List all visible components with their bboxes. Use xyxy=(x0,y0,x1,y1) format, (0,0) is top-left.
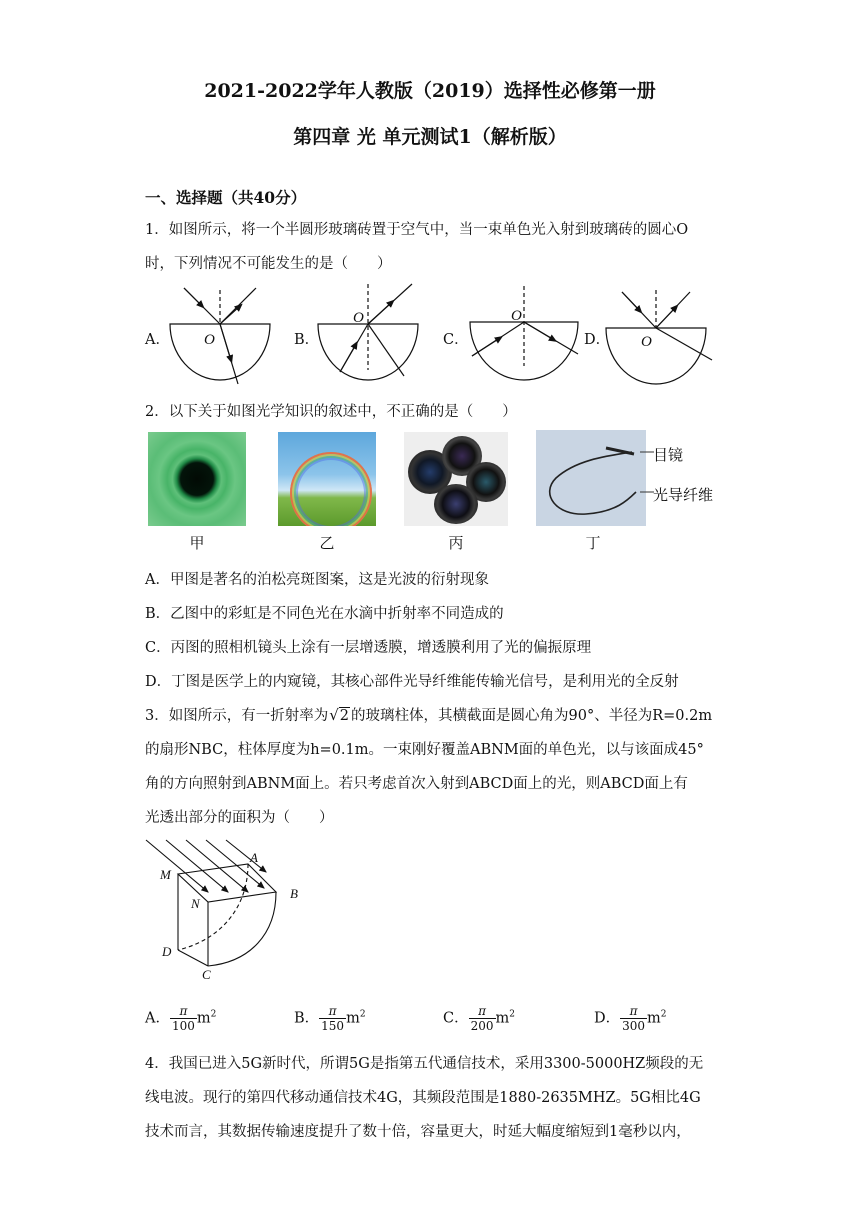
caption-ding: 丁 xyxy=(585,534,601,552)
sqrt-symbol: √2 xyxy=(329,706,350,724)
q3-stem-line3: 角的方向照射到ABNM面上。若只考虑首次入射到ABCD面上的光，则ABCD面上有 xyxy=(145,776,688,792)
caption-jia: 甲 xyxy=(189,534,205,552)
optical-fiber-label: 光导纤维 xyxy=(653,486,714,504)
q1-d-point-o: O xyxy=(641,334,652,350)
rainbow-arc xyxy=(286,448,376,526)
q4-stem-line2: 线电波。现行的第四代移动通信技术4G，其频段范围是1880-2635MHZ。5G相比4G xyxy=(145,1090,701,1106)
q3-option-a: A． $\frac{\pi}{100}$ $m^2$ xyxy=(145,1004,217,1033)
q4-stem-line3: 技术而言，其数据传输速度提升了数十倍，容量更大，时延大幅度缩短到1毫秒以内， xyxy=(145,1124,691,1140)
q1-option-b-label: B． xyxy=(294,332,320,348)
section-heading: 一、选择题（共40分） xyxy=(145,188,307,207)
q2-option-b: B．乙图中的彩虹是不同色光在水滴中折射率不同造成的 xyxy=(145,606,504,622)
q1-b-point-o: O xyxy=(353,310,364,326)
q3-option-c: C． $\frac{\pi}{200}$ $m^2$ xyxy=(443,1004,515,1033)
vertex-b: B xyxy=(290,886,298,901)
q3-stem-line1: 3．如图所示，有一折射率为√2 的玻璃柱体，其横截面是圆心角为90°、半径为R=0.2m xyxy=(145,706,713,724)
eyepiece-label: 目镜 xyxy=(653,446,684,464)
document-title-line1: 2021-2022学年人教版（2019）选择性必修第一册 xyxy=(204,80,656,102)
rainbow-image xyxy=(278,432,376,526)
caption-yi: 乙 xyxy=(319,534,335,552)
q3-stem-line4: 光透出部分的面积为（ ） xyxy=(145,810,334,826)
caption-bing: 丙 xyxy=(448,534,464,552)
vertex-c: C xyxy=(202,967,211,982)
q3-option-b: B． $\frac{\pi}{150}$ $m^2$ xyxy=(294,1004,366,1033)
q1-a-point-o: O xyxy=(204,332,215,348)
q4-stem-line1: 4．我国已进入5G新时代，所谓5G是指第五代通信技术，采用3300-5000HZ频段的无 xyxy=(145,1056,704,1072)
q1-stem-line1: 1．如图所示，将一个半圆形玻璃砖置于空气中，当一束单色光入射到玻璃砖的圆心O xyxy=(145,222,689,238)
q1-c-point-o: O xyxy=(511,308,522,324)
q1-diagram-d xyxy=(606,290,712,384)
vertex-m: M xyxy=(160,867,171,882)
document-title-line2: 第四章 光 单元测试1（解析版） xyxy=(293,126,567,148)
q3-prism-diagram xyxy=(140,834,320,982)
q1-diagrams xyxy=(0,280,860,390)
vertex-d: D xyxy=(162,944,172,959)
q1-option-d-label: D． xyxy=(584,332,611,348)
vertex-n: N xyxy=(191,896,200,911)
q1-option-c-label: C． xyxy=(443,332,469,348)
q3-stem-line2: 的扇形NBC，柱体厚度为h=0.1m。一束刚好覆盖ABNM面的单色光，以与该面成45° xyxy=(145,742,704,758)
endoscope-image xyxy=(536,430,646,526)
q3-option-d: D． $\frac{\pi}{300}$ $m^2$ xyxy=(594,1004,667,1033)
q1-diagram-a xyxy=(170,288,270,384)
poisson-spot-image xyxy=(148,432,246,526)
q1-stem-line2: 时，下列情况不可能发生的是（ ） xyxy=(145,256,392,272)
camera-lens-image xyxy=(404,432,508,526)
q1-option-a-label: A． xyxy=(145,332,170,348)
q2-option-a: A．甲图是著名的泊松亮斑图案，这是光波的衍射现象 xyxy=(145,572,489,588)
q1-diagram-b xyxy=(318,284,418,380)
q2-stem: 2．以下关于如图光学知识的叙述中，不正确的是（ ） xyxy=(145,404,517,420)
q2-option-d: D．丁图是医学上的内窥镜，其核心部件光导纤维能传输光信号，是利用光的全反射 xyxy=(145,674,679,690)
vertex-a: A xyxy=(250,850,258,865)
q2-option-c: C．丙图的照相机镜头上涂有一层增透膜，增透膜利用了光的偏振原理 xyxy=(145,640,592,656)
q1-diagram-c xyxy=(470,286,578,380)
